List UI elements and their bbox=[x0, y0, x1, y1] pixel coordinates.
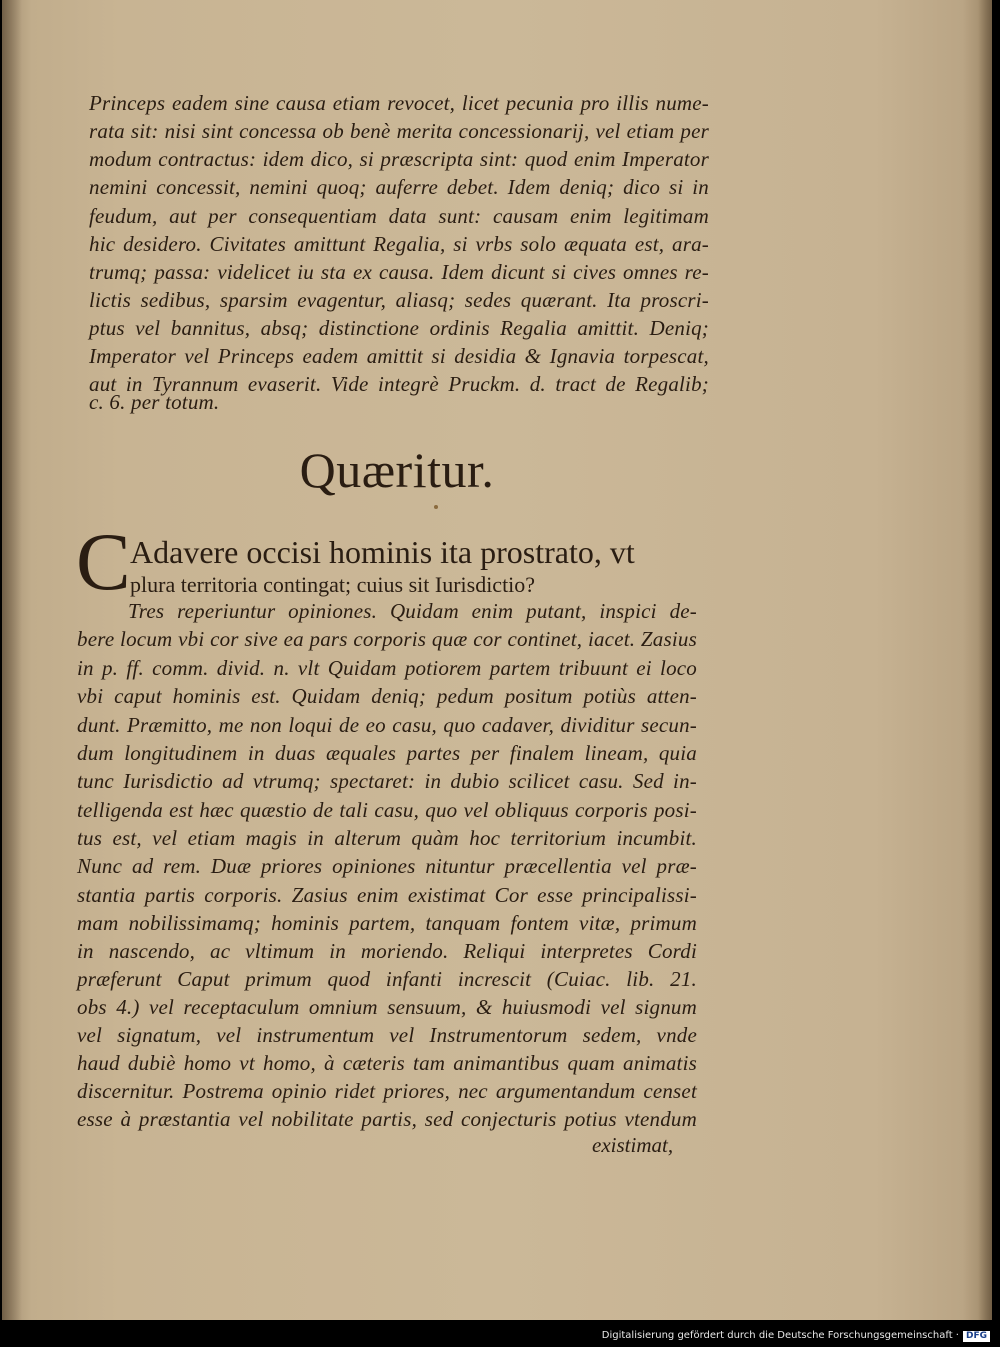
text-line: in p. ff. comm. divid. n. vlt Quidam potiorem partem tribuunt ei loco bbox=[77, 656, 697, 680]
text-line: telligenda est hæc quæstio de tali casu, quo vel obliquus corporis posi- bbox=[77, 798, 697, 822]
text-line: Nunc ad rem. Duæ priores opiniones nituntur præcellentia vel præ- bbox=[77, 854, 697, 878]
text-line: feudum, aut per consequentiam data sunt: causam enim legitimam bbox=[89, 204, 709, 228]
text-line: tunc Iurisdictio ad vtrumq; spectaret: in dubio scilicet casu. Sed in- bbox=[77, 769, 697, 793]
text-line: c. 6. per totum. bbox=[89, 390, 220, 414]
text-line: haud dubiè homo vt homo, à cæteris tam animantibus quam animatis bbox=[77, 1051, 697, 1075]
text-line: esse à præstantia vel nobilitate partis, sed conjecturis potius vtendum bbox=[77, 1107, 697, 1131]
digitization-credit bbox=[602, 1330, 990, 1342]
text-line: aut in Tyrannum evaserit. Vide integrè Pruckm. d. tract de Regalib; bbox=[89, 372, 709, 396]
scanned-page bbox=[2, 0, 992, 1320]
text-line: vel signatum, vel instrumentum vel Instrumentorum sedem, vnde bbox=[77, 1023, 697, 1047]
text-line: ptus vel bannitus, absq; distinctione ordinis Regalia amittit. Deniq; bbox=[89, 316, 709, 340]
text-line: stantia partis corporis. Zasius enim existimat Cor esse principalissi- bbox=[77, 883, 697, 907]
text-line: dum longitudinem in duas æquales partes per finalem lineam, quia bbox=[77, 741, 697, 765]
text-line: tus est, vel etiam magis in alterum quàm hoc territorium incumbit. bbox=[77, 826, 697, 850]
question-line-2: plura territoria contingat; cuius sit Iurisdictio? bbox=[130, 572, 536, 597]
section-heading: Quæritur. bbox=[299, 442, 495, 498]
catchword: existimat, bbox=[592, 1133, 674, 1157]
text-line: discernitur. Postrema opinio ridet priores, nec argumentandum censet bbox=[77, 1079, 697, 1103]
text-line: hic desidero. Civitates amittunt Regalia, si vrbs solo æquata est, ara- bbox=[89, 232, 709, 256]
text-line: rata sit: nisi sint concessa ob benè merita concessionarij, vel etiam per bbox=[89, 119, 709, 143]
text-line: trumq; passa: videlicet iu sta ex causa. Idem dicunt si cives omnes re- bbox=[89, 260, 709, 284]
dfg-logo-icon: DFG bbox=[963, 1331, 990, 1342]
text-line: Imperator vel Princeps eadem amittit si desidia & Ignavia torpescat, bbox=[89, 344, 709, 368]
text-line: præferunt Caput primum quod infanti increscit (Cuiac. lib. 21. bbox=[77, 967, 697, 991]
credit-text: Digitalisierung gefördert durch die Deutsche Forschungsgemeinschaft · bbox=[601, 1330, 959, 1341]
text-line: lictis sedibus, sparsim evagentur, aliasq; sedes quærant. Ita proscri- bbox=[89, 288, 709, 312]
text-line: Tres reperiuntur opiniones. Quidam enim putant, inspici de- bbox=[128, 599, 697, 623]
text-line: in nascendo, ac vltimum in moriendo. Reliqui interpretes Cordi bbox=[77, 939, 697, 963]
text-line: dunt. Præmitto, me non loqui de eo casu, quo cadaver, dividitur secun- bbox=[77, 713, 697, 737]
text-line: nemini concessit, nemini quoq; auferre debet. Idem deniq; dico si in bbox=[89, 175, 709, 199]
text-line: bere locum vbi cor sive ea pars corporis quæ cor continet, iacet. Zasius bbox=[77, 627, 697, 651]
ornament-dot bbox=[434, 505, 438, 509]
text-line: mam nobilissimamq; hominis partem, tanquam fontem vitæ, primum bbox=[77, 911, 697, 935]
text-line: vbi caput hominis est. Quidam deniq; pedum positum potiùs atten- bbox=[77, 684, 697, 708]
text-line: Princeps eadem sine causa etiam revocet, licet pecunia pro illis nume- bbox=[89, 91, 709, 115]
question-line-1: Adavere occisi hominis ita prostrato, vt bbox=[130, 534, 635, 570]
text-line: modum contractus: idem dico, si præscripta sint: quod enim Imperator bbox=[89, 147, 709, 171]
text-line: obs 4.) vel receptaculum omnium sensuum, & huiusmodi vel signum bbox=[77, 995, 697, 1019]
drop-cap: C bbox=[76, 516, 131, 607]
